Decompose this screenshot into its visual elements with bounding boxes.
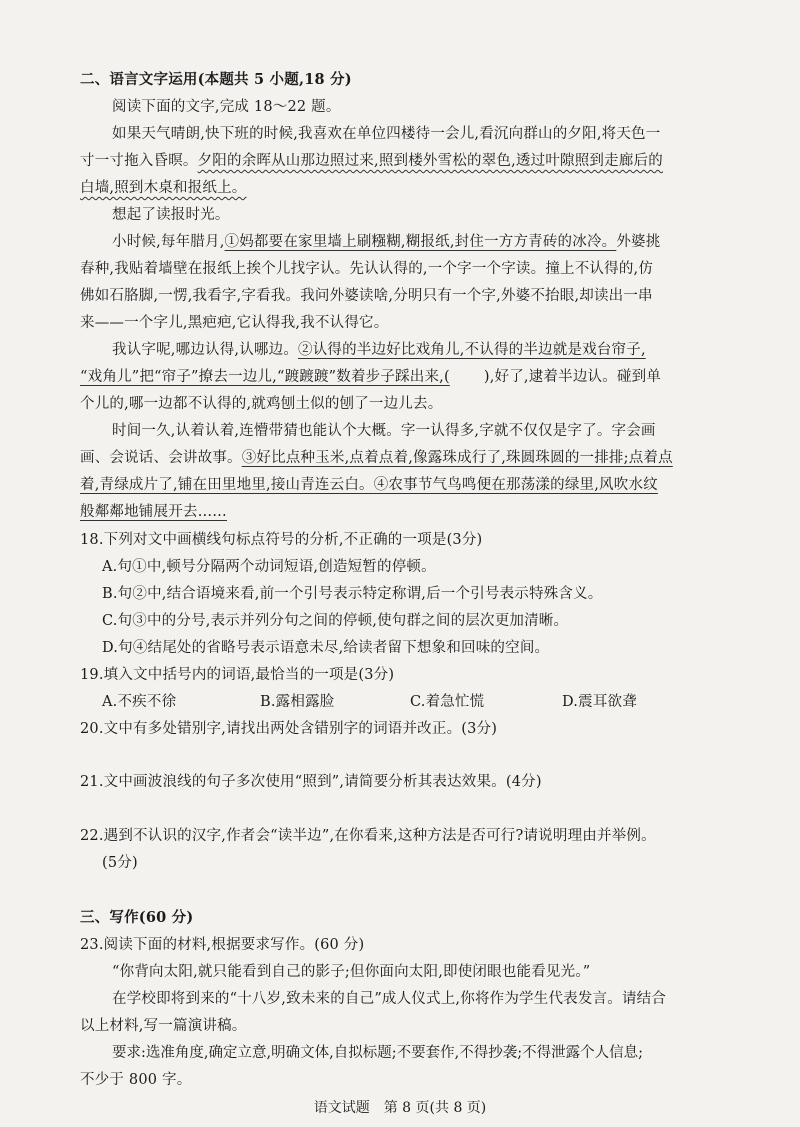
underlined-sentence-2: ②认得的半边好比戏角儿,不认得的半边就是戏台帘子, [298, 342, 646, 358]
writing-task: 以上材料,写一篇演讲稿。 [80, 1018, 247, 1034]
option-18c: C.句③中的分号,表示并列分句之间的停顿,使句群之间的层次更加清晰。 [102, 613, 569, 629]
passage-line: 小时候,每年腊月,①妈都要在家里墙上刷糨糊,糊报纸,封住一方方青砖的冰冷。外婆挑 [112, 234, 661, 250]
question-19: 19.填入文中括号内的词语,最恰当的一项是(3分) [80, 667, 395, 683]
passage-line: 我认字呢,哪边认得,认哪边。②认得的半边好比戏角儿,不认得的半边就是戏台帘子, [112, 342, 646, 358]
underlined-sentence-4: ④农事节气鸟鸣便在那荡漾的绿里,风吹水纹 [373, 477, 658, 493]
question-18: 18.下列对文中画横线句标点符号的分析,不正确的一项是(3分) [80, 532, 483, 548]
option-19a: A.不疾不徐 [102, 694, 177, 710]
writing-requirements: 要求:选准角度,确定立意,明确文体,自拟标题;不要套作,不得抄袭;不得泄露个人信息; [112, 1045, 643, 1061]
reading-instruction: 阅读下面的文字,完成 18～22 题。 [112, 99, 341, 115]
option-19b: B.露相露脸 [260, 694, 335, 710]
passage-line: 春种,我贴着墙壁在报纸上挨个儿找字认。先认认得的,一个字一个字读。撞上不认得的,仿 [80, 261, 654, 277]
underlined-sentence-3: 着,青绿成片了,铺在田里地里,接山青连云白。 [80, 477, 374, 493]
passage-line: 如果天气晴朗,快下班的时候,我喜欢在单位四楼待一会儿,看沉向群山的夕阳,将天色一 [112, 126, 661, 142]
passage-line: 画、会说话、会讲故事。③好比点种玉米,点着点着,像露珠成行了,珠圆珠圆的一排排;点着点 [80, 450, 673, 466]
passage-line: “戏角儿”把“帘子”撩去一边儿,“踱踱踱”数着步子踩出来,( ),好了,逮着半边认。碰到单 [80, 369, 662, 385]
passage-line: 来——一个字儿,黑疤疤,它认得我,我不认得它。 [80, 315, 389, 331]
option-18d: D.句④结尾处的省略号表示语意未尽,给读者留下想象和回味的空间。 [102, 640, 550, 656]
passage-line: 寸一寸拖入昏暝。夕阳的余晖从山那边照过来,照到楼外雪松的翠色,透过叶隙照到走廊后的 [80, 153, 663, 169]
underlined-sentence-4: 般鄰鄰地铺展开去…… [80, 504, 227, 520]
wavy-sentence: 白墙,照到木桌和报纸上。 [80, 180, 247, 196]
passage-line: 想起了读报时光。 [112, 207, 230, 223]
passage-line [80, 178, 752, 198]
question-22: 22.遇到不认识的汉字,作者会“读半边”,在你看来,这种方法是否可行?请说明理由并举例。 [80, 828, 656, 844]
writing-requirements: 不少于 800 字。 [80, 1072, 192, 1088]
option-18b: B.句②中,结合语境来看,前一个引号表示特定称谓,后一个引号表示特殊含义。 [102, 586, 603, 602]
option-19d: D.震耳欲聋 [562, 694, 637, 710]
underlined-sentence-2: “戏角儿”把“帘子”撩去一边儿,“踱踱踱”数着步子踩出来,( [80, 369, 450, 385]
underlined-sentence-1: ①妈都要在家里墙上刷糨糊,糊报纸,封住一方方青砖的冰冷。 [224, 234, 617, 250]
writing-task: 在学校即将到来的“十八岁,致未来的自己”成人仪式上,你将作为学生代表发言。请结合 [112, 991, 667, 1007]
passage-line: 个儿的,哪一边都不认得的,就鸡刨土似的刨了一边儿去。 [80, 396, 443, 412]
option-19c: C.着急忙慌 [410, 694, 485, 710]
question-21: 21.文中画波浪线的句子多次使用“照到”,请简要分析其表达效果。(4分) [80, 774, 542, 790]
passage-line [80, 502, 752, 522]
passage-line: 时间一久,认着认着,连懵带猜也能认个大概。字一认得多,字就不仅仅是字了。字会画 [112, 423, 656, 439]
passage-line: 佛如石胳脚,一愣,我看字,字看我。我问外婆读啥,分明只有一个字,外婆不抬眼,却读出一串 [80, 288, 653, 304]
option-18a: A.句①中,顿号分隔两个动词短语,创造短暂的停顿。 [102, 559, 436, 575]
question-23: 23.阅读下面的材料,根据要求写作。(60 分) [80, 937, 365, 953]
underlined-sentence-3: ③好比点种玉米,点着点着,像露珠成行了,珠圆珠圆的一排排;点着点 [241, 450, 673, 466]
writing-quote: “你背向太阳,就只能看到自己的影子;但你面向太阳,即使闭眼也能看见光。” [112, 964, 591, 980]
section-2-title: 二、语言文字运用(本题共 5 小题,18 分) [80, 71, 352, 88]
wavy-sentence: 夕阳的余晖从山那边照过来,照到楼外雪松的翠色,透过叶隙照到走廊后的 [197, 153, 663, 169]
passage-line [80, 475, 752, 495]
section-3-title: 三、写作(60 分) [80, 909, 194, 926]
question-20: 20.文中有多处错别字,请找出两处含错别字的词语并改正。(3分) [80, 721, 498, 737]
question-22-score: (5分) [102, 855, 138, 871]
page-footer: 语文试题 第 8 页(共 8 页) [313, 1100, 487, 1116]
